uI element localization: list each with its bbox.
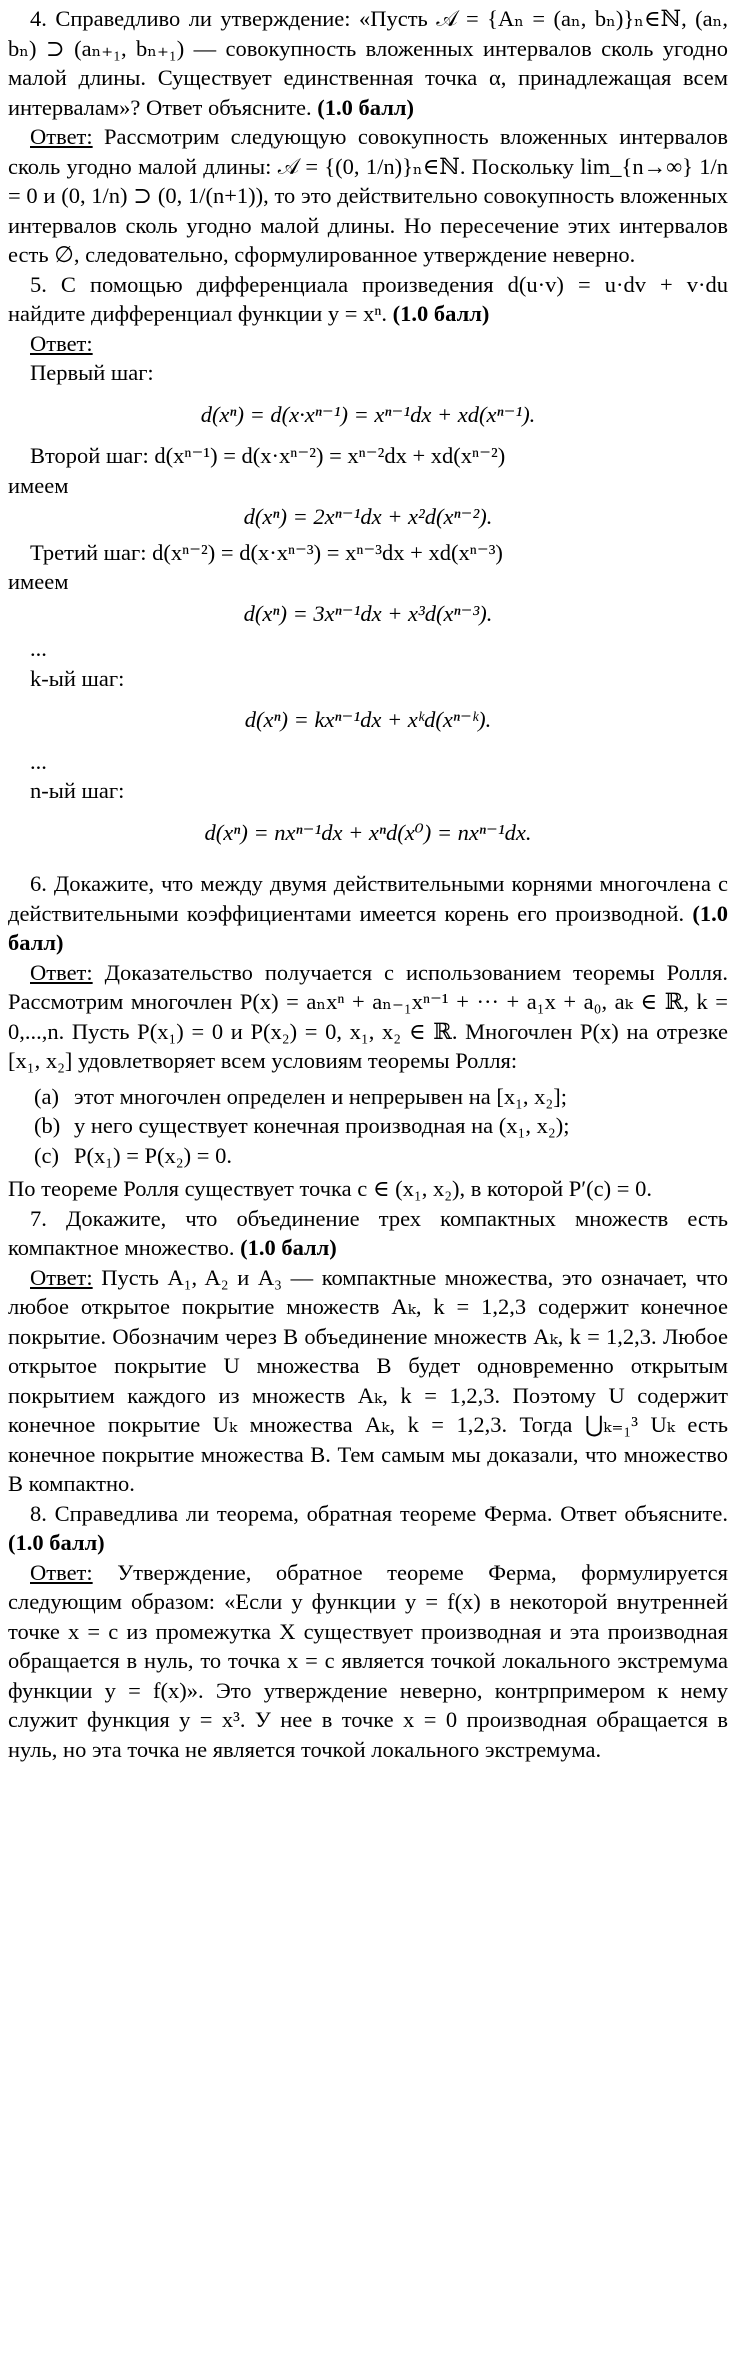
question-6-statement: 6. Докажите, что между двумя действительными корнями многочлена с действительными коэффициентами имеется корень его производной. [8,871,728,926]
question-7-points: (1.0 балл) [240,1235,337,1260]
answer-6-text: Доказательство получается с использованием теоремы Ролля. Рассмотрим многочлен P(x) = aₙxⁿ + aₙ₋₁xⁿ⁻¹ + ··· + a₁x + a₀, aₖ ∈ ℝ, k = 0,...,n. Пусть P(x₁) = 0 и P(x₂) = 0, x₁, x₂ ∈ ℝ. Многочлен P(x) на отрезке [x₁, x₂] удовлетворяет всем условиям теоремы Ролля: [8,959,728,1073]
answer-6 [8,958,728,1076]
answer-7-text: Пусть A₁, A₂ и A₃ — компактные множества, это означает, что любое открытое покрытие множеств Aₖ, k = 1,2,3 содержит конечное покрытие. Обозначим через B объединение множеств Aₖ, k = 1,2,3. Любое открытое покрытие U множества B будет одновременно открытым покрытием каждого из множеств Aₖ, k = 1,2,3. Поэтому U содержит конечное покрытие Uₖ множества Aₖ, k = 1,2,3. Тогда ⋃ₖ₌₁³ Uₖ есть конечное покрытие множества B. Тем самым мы доказали, что множество B компактно. [8,1264,728,1496]
list-item-text: у него существует конечная производная на (x₁, x₂); [74,1113,570,1138]
answer-5-label: Ответ: [30,330,93,356]
ellipsis-1: ... [30,636,47,661]
answer-6-conclusion: По теореме Ролля существует точка c ∈ (x₁, x₂), в которой P′(c) = 0. [8,1176,652,1201]
question-6 [8,869,728,1204]
list-item [34,1111,728,1141]
question-5-points: (1.0 балл) [392,301,490,326]
step-3-have: имеем [8,569,69,594]
list-item-marker: (c) [34,1142,59,1168]
list-item-text: P(x₁) = P(x₂) = 0. [74,1142,232,1168]
section-gap [8,859,728,869]
question-4-statement: 4. Справедливо ли утверждение: «Пусть 𝒜 = {Aₙ = (aₙ, bₙ)}ₙ∈ℕ, (aₙ, bₙ) ⊃ (aₙ₊₁, bₙ₊₁) — совокупность вложенных интервалов сколь угодно малой длины. Существует единственная точка α, принадлежащая всем интервалам»? Ответ объясните. [8,6,728,120]
ellipsis-2: ... [30,748,47,774]
question-7-text [8,1204,728,1263]
question-7-statement: 7. Докажите, что объединение трех компактных множеств есть компактное множество. [8,1205,728,1260]
rolle-conditions-list [8,1082,728,1171]
question-5 [8,270,728,848]
question-6-text [8,869,728,958]
question-6-points: (1.0 балл) [8,900,729,955]
formula-step-1: d(xⁿ) = d(x·xⁿ⁻¹) = xⁿ⁻¹dx + xd(xⁿ⁻¹). [200,401,536,427]
answer-8-text: Утверждение, обратное теореме Ферма, формулируется следующим образом: «Если у функции y = f(x) в некоторой внутренней точке x = c из промежутка X существует производная и эта производная обращается в нуль, то точка x = c является точкой локального экстремума функции y = f(x)». Это утверждение неверно, контрпримером к нему служит функция y = x³. У нее в точке x = 0 производная обращается в нуль, но эта точка не является точкой локального экстремума. [8,1559,728,1762]
step-k-heading: k-ый шаг: [30,665,125,691]
answer-6-label: Ответ: [30,959,93,985]
formula-step-2: d(xⁿ) = 2xⁿ⁻¹dx + x²d(xⁿ⁻²). [243,504,493,529]
answer-4-label: Ответ: [30,124,93,149]
answer-7-label: Ответ: [30,1264,93,1290]
formula-step-3: d(xⁿ) = 3xⁿ⁻¹dx + x³d(xⁿ⁻³). [243,600,493,626]
question-7 [8,1204,728,1499]
list-item [34,1141,728,1171]
question-8-points: (1.0 балл) [8,1530,105,1555]
answer-7 [8,1263,728,1499]
step-n-heading: n-ый шаг: [30,778,125,803]
step-1-heading: Первый шаг: [30,360,154,385]
step-2-heading: Второй шаг: d(xⁿ⁻¹) = d(x·xⁿ⁻²) = xⁿ⁻²dx + xd(xⁿ⁻²) [30,443,506,468]
question-4-text [8,4,728,122]
question-4-points: (1.0 балл) [317,94,414,120]
answer-8 [8,1558,728,1765]
answer-5-label-line [30,329,728,359]
question-8-text [8,1499,728,1558]
answer-4 [8,122,728,270]
question-5-statement: 5. С помощью дифференциала произведения d(u·v) = u·dv + v·du найдите дифференциал функции y = xⁿ. [8,271,728,326]
question-8-statement: 8. Справедлива ли теорема, обратная теореме Ферма. Ответ объясните. [30,1500,728,1526]
list-item-marker: (b) [34,1113,61,1138]
formula-step-k: d(xⁿ) = kxⁿ⁻¹dx + xᵏd(xⁿ⁻ᵏ). [244,707,492,732]
list-item [34,1082,728,1112]
question-4 [8,4,728,270]
question-8 [8,1499,728,1765]
list-item-text: этот многочлен определен и непрерывен на [x₁, x₂]; [74,1083,568,1109]
step-2-have: имеем [8,472,69,498]
answer-8-label: Ответ: [30,1559,93,1585]
answer-4-text: Рассмотрим следующую совокупность вложенных интервалов сколь угодно малой длины: 𝒜 = {(0, 1/n)}ₙ∈ℕ. Поскольку lim_{n→∞} 1/n = 0 и (0, 1/n) ⊃ (0, 1/(n+1)), то это действительно совокупность вложенных интервалов сколь угодно малой длины. Но пересечение этих интервалов есть ∅, следовательно, сформулированное утверждение неверно. [8,124,728,267]
list-item-marker: (a) [34,1083,59,1109]
question-5-text [8,270,728,329]
step-3-heading: Третий шаг: d(xⁿ⁻²) = d(x·xⁿ⁻³) = xⁿ⁻³dx + xd(xⁿ⁻³) [30,539,503,565]
formula-step-n: d(xⁿ) = nxⁿ⁻¹dx + xⁿd(x⁰) = nxⁿ⁻¹dx. [204,819,532,845]
